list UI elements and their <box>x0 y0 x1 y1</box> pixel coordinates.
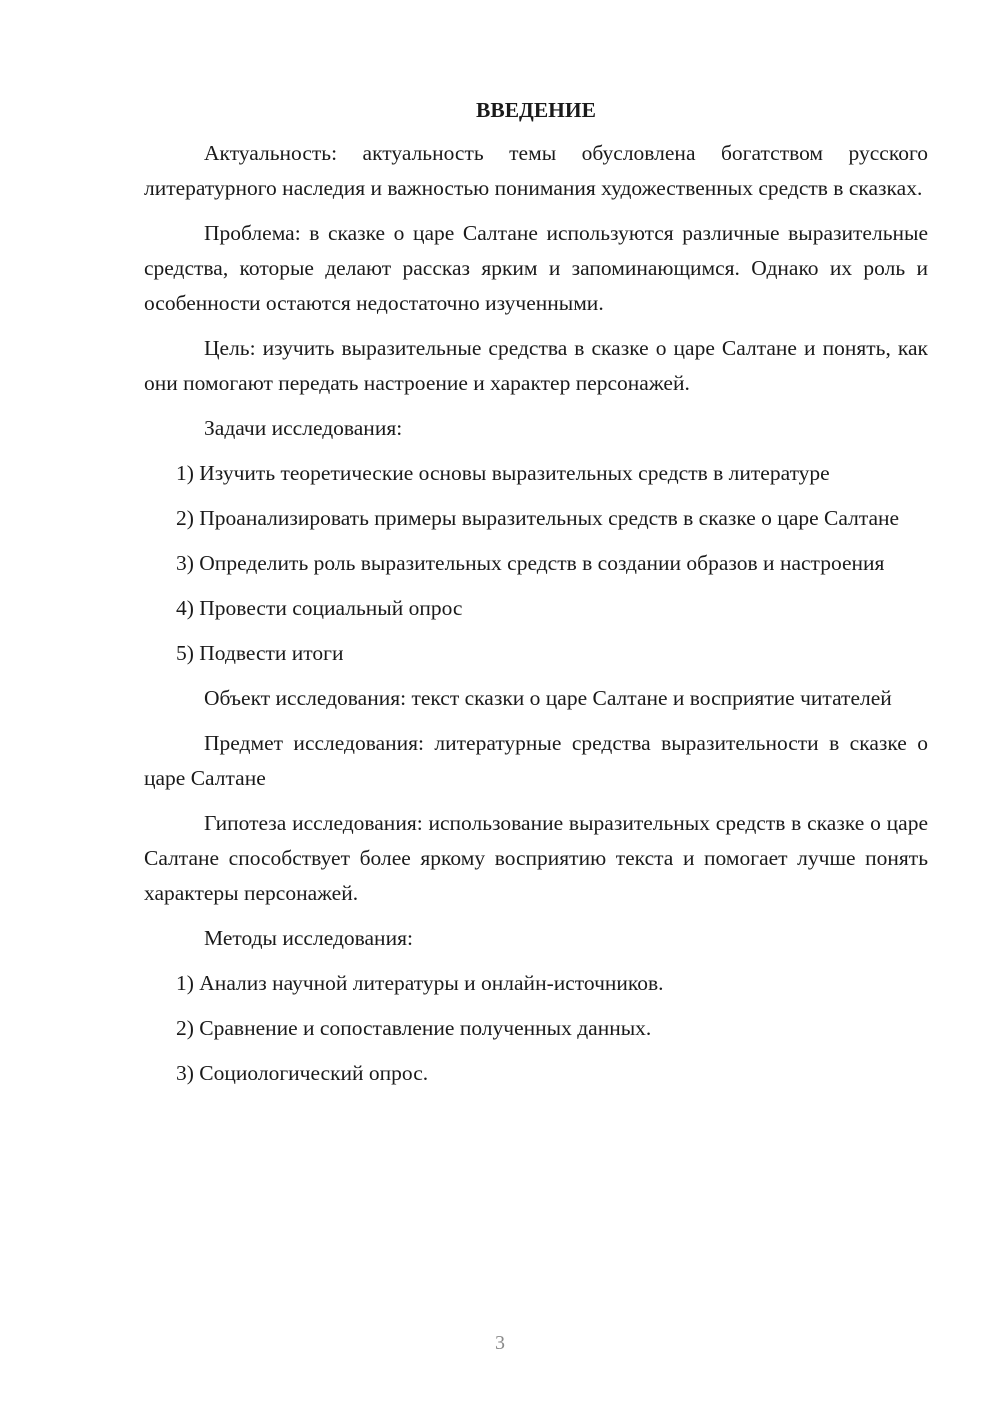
task-item: 4) Провести социальный опрос <box>176 596 463 620</box>
method-item: 1) Анализ научной литературы и онлайн-источников. <box>176 971 664 995</box>
page-number: 3 <box>495 1332 505 1354</box>
goal-paragraph: Цель: изучить выразительные средства в сказке о царе Салтане и понять, как они помогают передать настроение и характер персонажей. <box>144 336 928 395</box>
object-paragraph: Объект исследования: текст сказки о царе Салтане и восприятие читателей <box>204 686 892 710</box>
document-page <box>144 94 928 1101</box>
hypothesis-paragraph: Гипотеза исследования: использование выразительных средств в сказке о царе Салтане способствует более яркому восприятию текста и помогает лучше понять характеры персонажей. <box>144 811 928 905</box>
tasks-heading: Задачи исследования: <box>204 416 403 440</box>
method-item: 3) Социологический опрос. <box>176 1061 429 1085</box>
problem-paragraph: Проблема: в сказке о царе Салтане используются различные выразительные средства, которые делают рассказ ярким и запоминающимся. Однако их роль и особенности остаются недостаточно изученными. <box>144 221 928 315</box>
page-title: ВВЕДЕНИЕ <box>476 98 596 122</box>
relevance-paragraph: Актуальность: актуальность темы обусловлена богатством русского литературного наследия и важностью понимания художественных средств в сказках. <box>144 141 928 200</box>
task-item: 1) Изучить теоретические основы выразительных средств в литературе <box>176 461 830 485</box>
task-item: 5) Подвести итоги <box>176 641 344 665</box>
task-item: 3) Определить роль выразительных средств в создании образов и настроения <box>176 551 885 575</box>
subject-paragraph: Предмет исследования: литературные средства выразительности в сказке о царе Салтане <box>144 731 928 790</box>
methods-heading: Методы исследования: <box>204 926 413 950</box>
method-item: 2) Сравнение и сопоставление полученных данных. <box>176 1016 652 1040</box>
task-item: 2) Проанализировать примеры выразительных средств в сказке о царе Салтане <box>176 506 900 530</box>
